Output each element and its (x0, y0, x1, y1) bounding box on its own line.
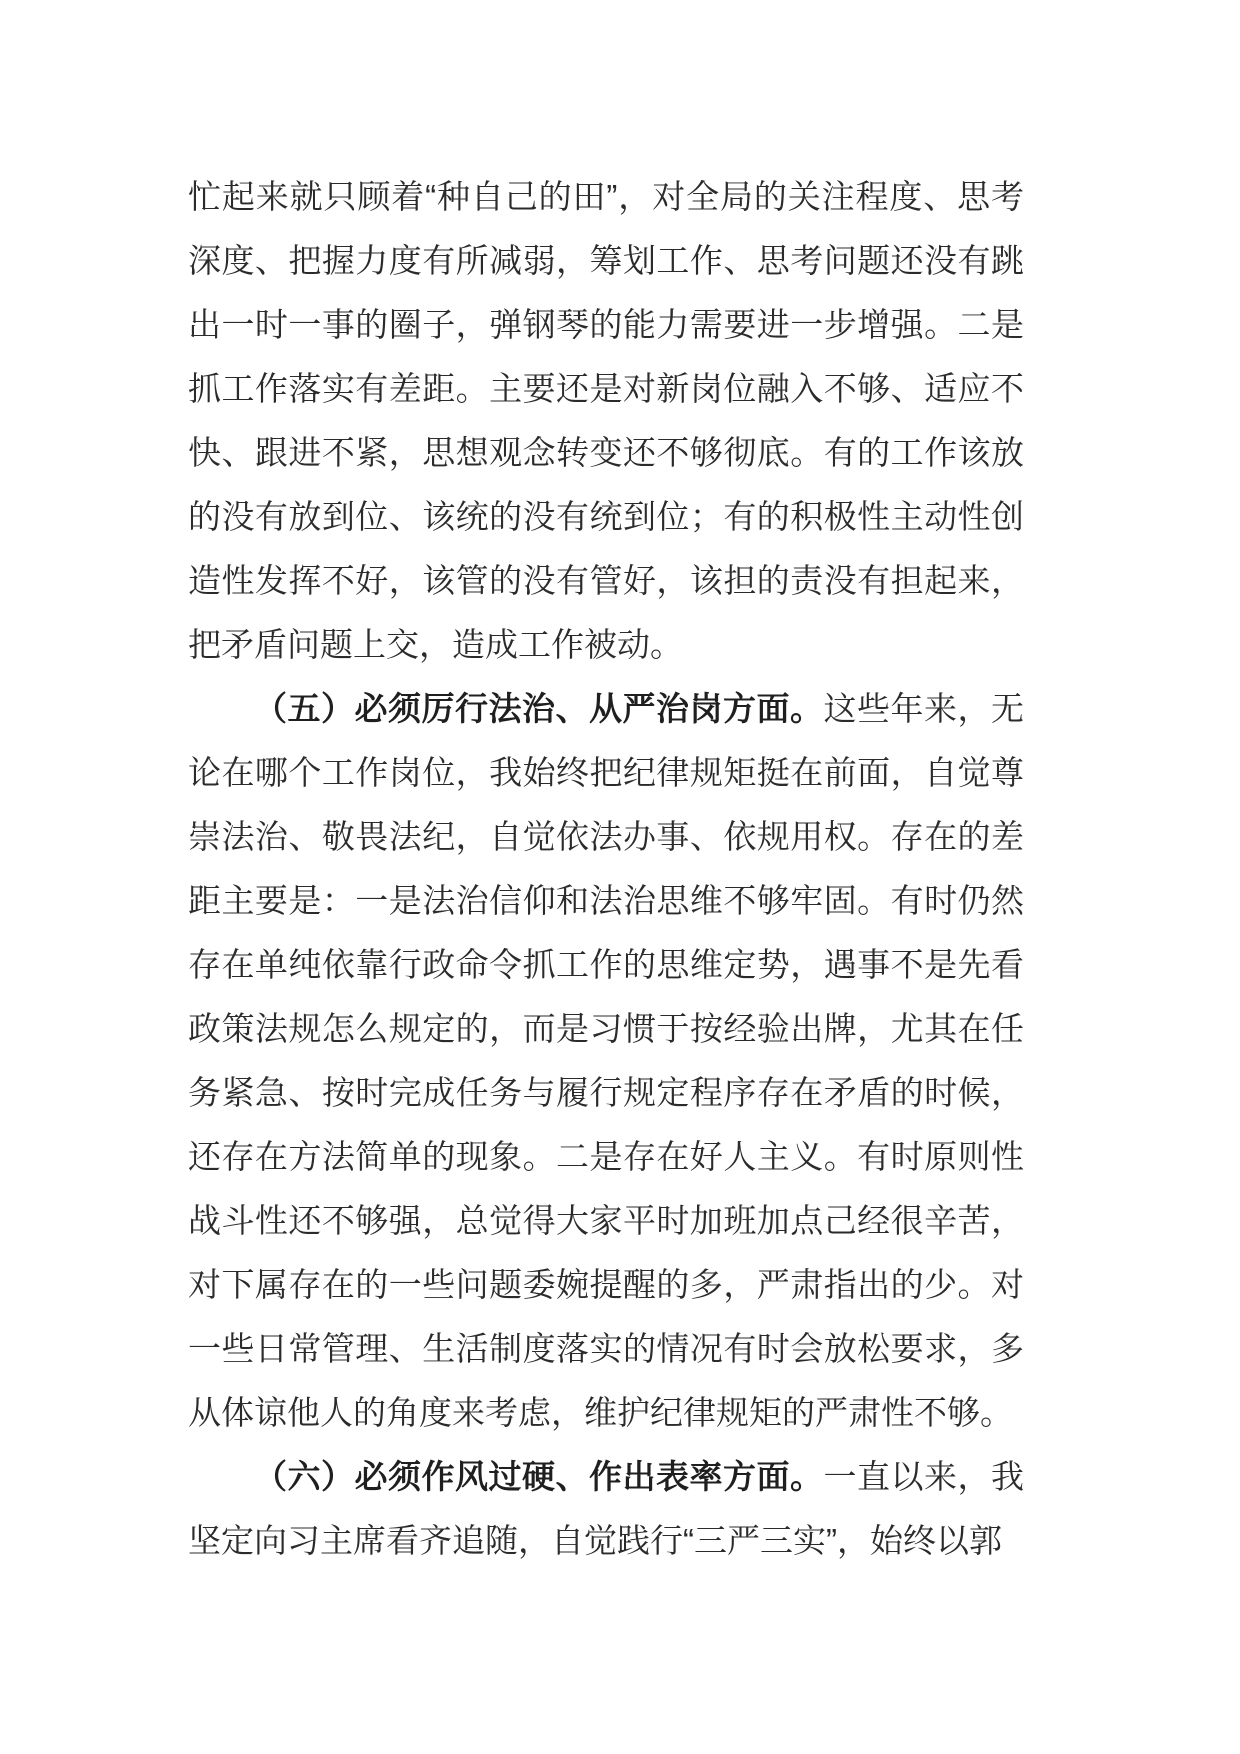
section-heading-text: （五）必须厉行法治、从严治岗方面。 (254, 690, 824, 727)
body-text: 忙起来就只顾着“种自己的田”，对全局的关注程度、思考深度、把握力度有所减弱，筹划工作、思考问题还没有跳出一时一事的圈子，弹钢琴的能力需要进一步增强。二是抓工作落实有差距。主要还是对新岗位融入不够、适应不快、跟进不紧，思想观念转变还不够彻底。有的工作该放的没有放到位、该统的没有统到位；有的积极性主动性创造性发挥不好，该管的没有管好，该担的责没有担起来，把矛盾问题上交，造成工作被动。 (188, 178, 1024, 663)
body-text: 这些年来，无论在哪个工作岗位，我始终把纪律规矩挺在前面，自觉尊崇法治、敬畏法纪，自觉依法办事、依规用权。存在的差距主要是：一是法治信仰和法治思维不够牢固。有时仍然存在单纯依靠行政命令抓工作的思维定势，遇事不是先看政策法规怎么规定的，而是习惯于按经验出牌，尤其在任务紧急、按时完成任务与履行规定程序存在矛盾的时候，还存在方法简单的现象。二是存在好人主义。有时原则性战斗性还不够强，总觉得大家平时加班加点己经很辛苦，对下属存在的一些问题委婉提醒的多，严肃指出的少。对一些日常管理、生活制度落实的情况有时会放松要求，多从体谅他人的角度来考虑，维护纪律规矩的严肃性不够。 (188, 690, 1024, 1431)
paragraph-section-5 (188, 677, 1024, 1445)
paragraph-section-6 (188, 1445, 1024, 1573)
paragraph-continued (188, 165, 1024, 677)
section-heading-text: （六）必须作风过硬、作出表率方面。 (254, 1458, 824, 1495)
document-body (188, 165, 1024, 1573)
body-text: 一直以来，我坚定向习主席看齐追随，自觉践行“三严三实”，始终以郭 (188, 1458, 1024, 1559)
